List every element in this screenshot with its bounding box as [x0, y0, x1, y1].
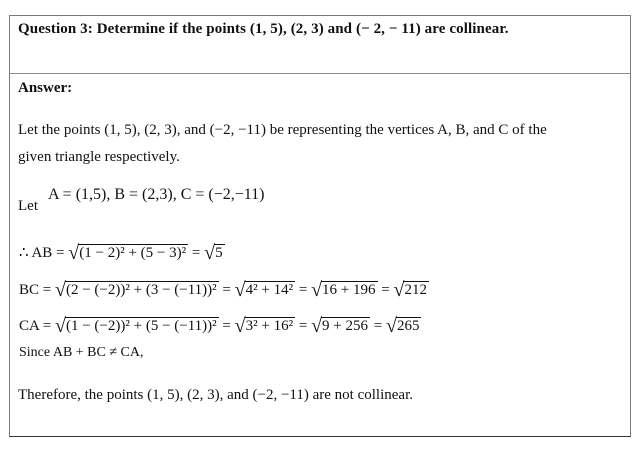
since-line: Since AB + BC ≠ CA, — [19, 345, 144, 360]
sqrt-icon: √ — [385, 315, 397, 337]
ab-radicand: (1 − 2)² + (5 − 3)² — [79, 245, 187, 261]
sqrt-icon: √ — [54, 315, 66, 337]
sqrt-icon: √ — [204, 242, 216, 264]
question-row — [10, 16, 630, 74]
sqrt-icon: √ — [68, 242, 80, 264]
question-text: Question 3: Determine if the points (1, 5), (2, 3) and (− 2, − 11) are collinear. — [18, 21, 509, 37]
ca-step3: 9 + 256 — [322, 318, 369, 334]
let-expression: A = (1,5), B = (2,3), C = (−2,−11) — [48, 186, 265, 203]
answer-heading: Answer: — [18, 80, 73, 96]
ca-prefix: CA = — [19, 318, 52, 334]
bc-equation: BC = √(2 − (−2))² + (3 − (−11))² = √4² + 14² = √16 + 196 = √212 — [19, 279, 427, 301]
conclusion: Therefore, the points (1, 5), (2, 3), and (−2, −11) are not collinear. — [18, 387, 413, 403]
intro-line-1: Let the points (1, 5), (2, 3), and (−2, −11) be representing the vertices A, B, and C of the — [18, 122, 547, 138]
ca-equation: CA = √(1 − (−2))² + (5 − (−11))² = √3² + 16² = √9 + 256 = √265 — [19, 315, 420, 337]
sqrt-icon: √ — [234, 279, 246, 301]
sqrt-icon: √ — [393, 279, 405, 301]
ab-result: 5 — [215, 245, 223, 261]
let-word: Let — [18, 198, 38, 214]
bc-step3: 16 + 196 — [322, 282, 376, 298]
sqrt-icon: √ — [54, 279, 66, 301]
ca-step2: 3² + 16² — [245, 318, 294, 334]
bc-result: 212 — [404, 282, 427, 298]
intro-line-2: given triangle respectively. — [18, 149, 180, 165]
bc-step2: 4² + 14² — [245, 282, 294, 298]
bc-prefix: BC = — [19, 282, 52, 298]
qa-card — [9, 15, 631, 437]
bc-radicand: (2 − (−2))² + (3 − (−11))² — [65, 282, 217, 298]
ca-radicand: (1 − (−2))² + (5 − (−11))² — [65, 318, 217, 334]
ca-result: 265 — [396, 318, 420, 334]
sqrt-icon: √ — [311, 279, 323, 301]
sqrt-icon: √ — [311, 315, 323, 337]
ab-equation: ∴ AB = √(1 − 2)² + (5 − 3)² = √5 — [19, 242, 223, 264]
sqrt-icon: √ — [234, 315, 246, 337]
intro-paragraph — [18, 117, 624, 171]
ab-prefix: ∴ AB = — [19, 245, 65, 261]
